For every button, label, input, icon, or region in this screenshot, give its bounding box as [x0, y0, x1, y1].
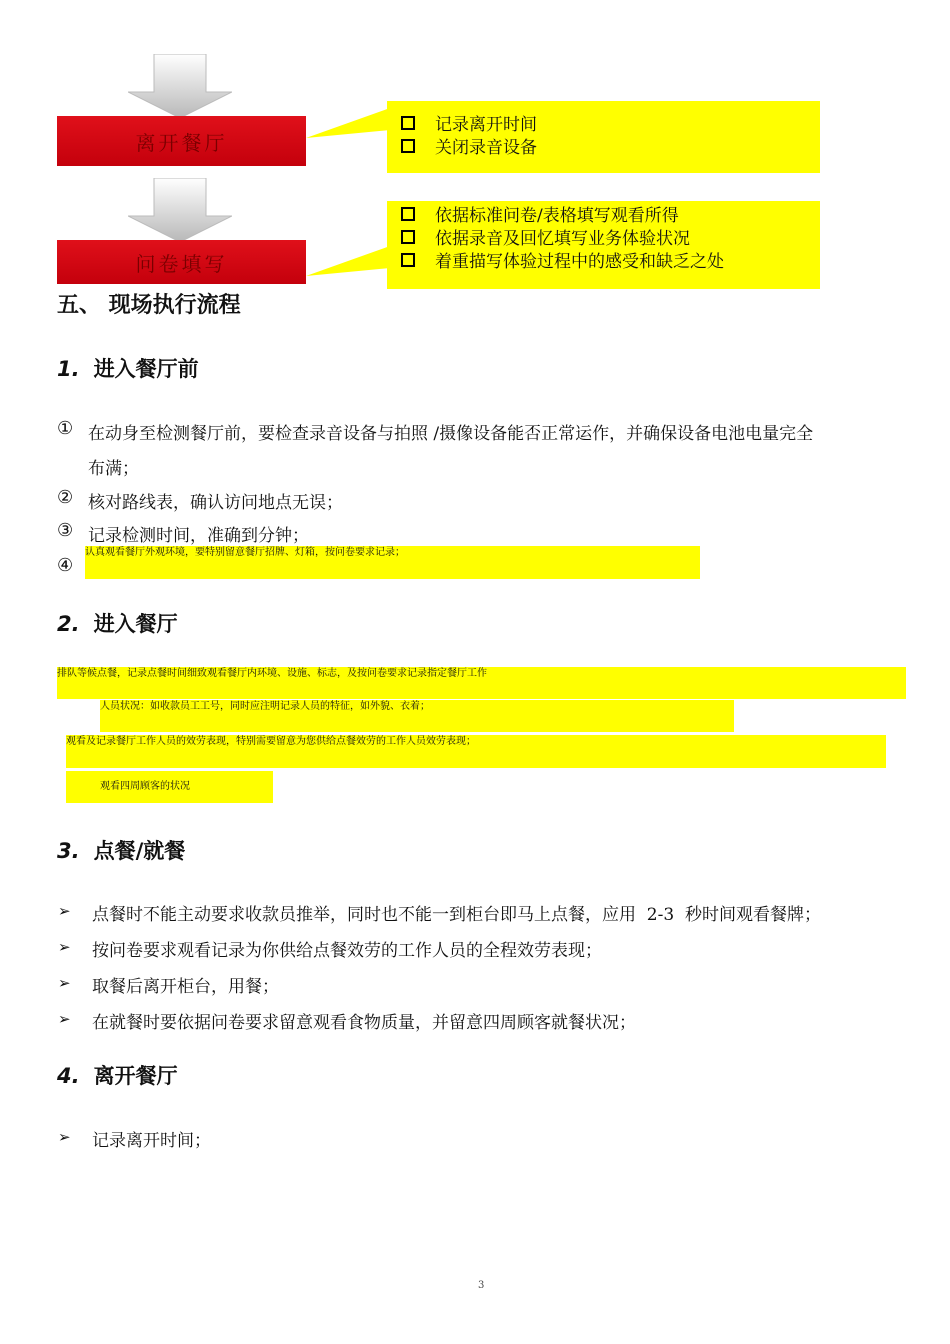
down-arrow-icon	[128, 178, 232, 242]
arrow-bullet-icon: ➢	[58, 974, 71, 992]
flow-step-leave	[57, 116, 306, 166]
callout-item: 依据录音及回忆填写业务体验状况	[435, 229, 690, 249]
subsection-number: 3.	[57, 839, 80, 863]
subsection-title: 离开餐厅	[93, 1064, 178, 1088]
list-item: 在就餐时要依据问卷要求留意观看食物质量，并留意四周顾客就餐状况；	[92, 1013, 636, 1033]
subsection-title: 进入餐厅	[93, 612, 178, 636]
callout-pointer	[306, 246, 390, 286]
flow-step-leave-label: 离开餐厅	[135, 130, 228, 155]
highlighted-item: 人员状况：如收款员工工号，同时应注明记录人员的特征，如外貌、衣着；	[100, 700, 734, 732]
section-title: 五、 现场执行流程	[57, 293, 241, 318]
subsection-title: 进入餐厅前	[93, 357, 199, 381]
callout-item: 着重描写体验过程中的感受和缺乏之处	[435, 252, 724, 272]
subsection-title: 点餐/就餐	[93, 839, 186, 863]
subsection-number: 1.	[57, 357, 80, 381]
highlighted-item-text: 观看四周顾客的状况	[100, 781, 190, 792]
checkbox-icon	[401, 253, 415, 267]
arrow-bullet-icon: ➢	[58, 902, 71, 920]
checkbox-icon	[401, 230, 415, 244]
callout-item: 关闭录音设备	[435, 138, 537, 158]
subsection-number: 2.	[57, 612, 80, 636]
callout-item: 依据标准问卷/表格填写观看所得	[435, 206, 679, 226]
subsection-heading	[57, 1060, 178, 1090]
checkbox-icon	[401, 139, 415, 153]
checkbox-icon	[401, 116, 415, 130]
list-item: 点餐时不能主动要求收款员推举，同时也不能一到柜台即马上点餐，应用 2-3 秒时间观看餐牌；	[92, 905, 821, 925]
arrow-bullet-icon: ➢	[58, 938, 71, 956]
list-item: 记录检测时间，准确到分钟；	[88, 526, 309, 546]
down-arrow-icon	[128, 54, 232, 118]
checkbox-icon	[401, 207, 415, 221]
flow-step-survey-label: 问卷填写	[135, 251, 228, 276]
arrow-bullet-icon: ➢	[58, 1010, 71, 1028]
subsection-number: 4.	[57, 1064, 80, 1088]
callout-survey	[387, 201, 820, 289]
list-item-continuation: 布满；	[88, 459, 139, 479]
callout-item: 记录离开时间	[435, 115, 537, 135]
highlighted-item: 观看及记录餐厅工作人员的效劳表现，特别需要留意为您供给点餐效劳的工作人员效劳表现；	[66, 735, 886, 768]
arrow-bullet-icon: ➢	[58, 1128, 71, 1146]
subsection-heading	[57, 608, 178, 638]
list-marker: ③	[57, 520, 74, 541]
highlighted-item: 排队等候点餐，记录点餐时间细致观看餐厅内环境、设施、标志，及按问卷要求记录指定餐厅工作	[57, 667, 906, 699]
highlighted-item: 认真观看餐厅外观环境，要特别留意餐厅招牌、灯箱，按问卷要求记录；	[85, 546, 700, 579]
list-item: 核对路线表，确认访问地点无误；	[88, 493, 343, 513]
callout-leave	[387, 101, 820, 173]
flow-step-survey	[57, 240, 306, 284]
subsection-heading	[57, 835, 185, 865]
highlighted-item	[66, 771, 273, 803]
list-item: 取餐后离开柜台，用餐；	[92, 977, 279, 997]
list-marker: ①	[57, 418, 74, 439]
list-item: 在动身至检测餐厅前，要检查录音设备与拍照 /摄像设备能否正常运作，并确保设备电池电量完全	[88, 424, 814, 444]
list-item: 记录离开时间；	[92, 1131, 211, 1151]
page-number: 3	[478, 1280, 485, 1291]
subsection-heading	[57, 353, 199, 383]
callout-pointer	[306, 108, 390, 148]
list-marker: ④	[57, 555, 74, 576]
list-marker: ②	[57, 487, 74, 508]
list-item: 按问卷要求观看记录为你供给点餐效劳的工作人员的全程效劳表现；	[92, 941, 602, 961]
